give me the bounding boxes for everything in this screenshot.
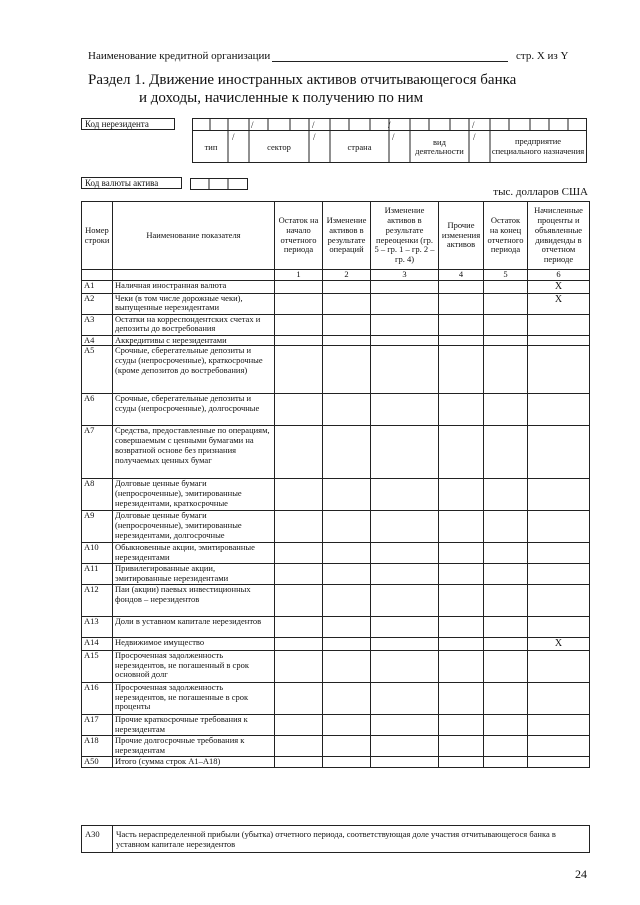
- value-cell[interactable]: [371, 426, 439, 479]
- value-cell[interactable]: [275, 585, 323, 617]
- row-name: Паи (акции) паевых инвестиционных фондов – нерезидентов: [113, 585, 275, 617]
- value-cell[interactable]: [323, 682, 371, 714]
- value-cell[interactable]: [275, 650, 323, 682]
- value-cell[interactable]: [323, 650, 371, 682]
- page-reference: стр. X из Y: [516, 50, 569, 62]
- value-cell[interactable]: [439, 281, 484, 294]
- header-opening-balance: Остаток на начало отчетного периода: [275, 202, 323, 270]
- row-name: Срочные, сберегательные депозиты и ссуды (непросроченные), краткосрочные (кроме депозитов до востребования): [113, 346, 275, 394]
- column-number: 1: [275, 270, 323, 281]
- value-cell[interactable]: [484, 314, 528, 335]
- header-change-operations: Изменение активов в результате операций: [323, 202, 371, 270]
- header-row-number: Номер строки: [82, 202, 113, 270]
- slash-5: /: [232, 132, 235, 142]
- value-cell[interactable]: [528, 543, 590, 564]
- table-row: [82, 314, 590, 335]
- value-cell[interactable]: [275, 281, 323, 294]
- value-cell[interactable]: [528, 511, 590, 543]
- value-cell[interactable]: [371, 335, 439, 346]
- value-cell[interactable]: [528, 346, 590, 394]
- value-cell[interactable]: [528, 314, 590, 335]
- row-code: A13: [82, 617, 113, 638]
- row-name: Прочие краткосрочные требования к нерезидентам: [113, 714, 275, 735]
- row-name: Доли в уставном капитале нерезидентов: [113, 617, 275, 638]
- value-cell[interactable]: [275, 346, 323, 394]
- field-spv: предприятие специального назначения: [491, 136, 585, 156]
- value-cell[interactable]: [439, 394, 484, 426]
- header-indicator-name: Наименование показателя: [113, 202, 275, 270]
- row-code: A5: [82, 346, 113, 394]
- value-cell[interactable]: [439, 638, 484, 651]
- value-cell[interactable]: [371, 543, 439, 564]
- value-cell[interactable]: [275, 394, 323, 426]
- value-cell[interactable]: [323, 281, 371, 294]
- row-name: Чеки (в том числе дорожные чеки), выпущенные нерезидентами: [113, 293, 275, 314]
- slash-1: /: [251, 120, 254, 130]
- value-cell[interactable]: [371, 293, 439, 314]
- slash-7: /: [392, 132, 395, 142]
- value-cell[interactable]: [371, 394, 439, 426]
- row-code: A14: [82, 638, 113, 651]
- header-closing-balance: Остаток на конец отчетного периода: [484, 202, 528, 270]
- header-other-changes: Прочие изменения активов: [439, 202, 484, 270]
- value-cell[interactable]: [323, 479, 371, 511]
- value-cell[interactable]: [371, 638, 439, 651]
- row-name: Недвижимое имущество: [113, 638, 275, 651]
- value-cell[interactable]: [484, 426, 528, 479]
- not-applicable-mark: X: [528, 281, 590, 294]
- row-code: A2: [82, 293, 113, 314]
- value-cell[interactable]: [323, 735, 371, 756]
- row-name: Аккредитивы с нерезидентами: [113, 335, 275, 346]
- value-cell[interactable]: [484, 638, 528, 651]
- value-cell[interactable]: [439, 564, 484, 585]
- table-row: [82, 394, 590, 426]
- field-activity: вид деятельности: [415, 136, 464, 156]
- value-cell[interactable]: [275, 479, 323, 511]
- field-type: тип: [204, 142, 218, 152]
- currency-code-boxes: [190, 177, 248, 189]
- row-code: A16: [82, 682, 113, 714]
- value-cell[interactable]: [484, 335, 528, 346]
- table-row: [82, 426, 590, 479]
- assets-table: [81, 201, 590, 768]
- value-cell[interactable]: [323, 394, 371, 426]
- value-cell[interactable]: [371, 682, 439, 714]
- table-row: [82, 346, 590, 394]
- value-cell[interactable]: [439, 650, 484, 682]
- value-cell[interactable]: [484, 543, 528, 564]
- value-cell[interactable]: [528, 735, 590, 756]
- value-cell[interactable]: [371, 735, 439, 756]
- value-cell[interactable]: [371, 346, 439, 394]
- row-code: A3: [82, 314, 113, 335]
- value-cell[interactable]: [275, 293, 323, 314]
- row-code: A9: [82, 511, 113, 543]
- table-row: [82, 479, 590, 511]
- value-cell[interactable]: [484, 756, 528, 767]
- value-cell[interactable]: [371, 564, 439, 585]
- header-change-revaluation: Изменение активов в результате переоценки (гр. 5 – гр. 1 – гр. 2 – гр. 4): [371, 202, 439, 270]
- value-cell[interactable]: [275, 617, 323, 638]
- value-cell[interactable]: [528, 650, 590, 682]
- row-code: A50: [82, 756, 113, 767]
- value-cell[interactable]: [439, 714, 484, 735]
- value-cell[interactable]: [275, 756, 323, 767]
- value-cell[interactable]: [439, 735, 484, 756]
- value-cell[interactable]: [439, 479, 484, 511]
- value-cell[interactable]: [323, 638, 371, 651]
- value-cell[interactable]: [275, 511, 323, 543]
- nonresident-code-grid: [192, 118, 587, 163]
- value-cell[interactable]: [371, 281, 439, 294]
- value-cell[interactable]: [484, 479, 528, 511]
- value-cell[interactable]: [371, 714, 439, 735]
- slash-6: /: [313, 132, 316, 142]
- value-cell[interactable]: [484, 346, 528, 394]
- value-cell[interactable]: [275, 564, 323, 585]
- row-code: A11: [82, 564, 113, 585]
- table-row: [82, 564, 590, 585]
- row-name: Привилегированные акции, эмитированные нерезидентами: [113, 564, 275, 585]
- row-code: A15: [82, 650, 113, 682]
- value-cell[interactable]: [484, 735, 528, 756]
- column-number: 5: [484, 270, 528, 281]
- value-cell[interactable]: [484, 281, 528, 294]
- value-cell[interactable]: [528, 394, 590, 426]
- value-cell[interactable]: [528, 426, 590, 479]
- value-cell[interactable]: [275, 638, 323, 651]
- row-name: Долговые ценные бумаги (непросроченные), эмитированные нерезидентами, краткосрочные: [113, 479, 275, 511]
- row-name: Срочные, сберегательные депозиты и ссуды (непросроченные), долгосрочные: [113, 394, 275, 426]
- a30-text: Часть нераспределенной прибыли (убытка) отчетного периода, соответствующая доле участия отчитывающегося банка в уставном капитале нерезидентов: [113, 826, 590, 853]
- slash-4: /: [472, 120, 475, 130]
- value-cell[interactable]: [439, 756, 484, 767]
- value-cell[interactable]: [439, 682, 484, 714]
- org-name-label: Наименование кредитной организации: [88, 50, 271, 62]
- row-code: A17: [82, 714, 113, 735]
- row-name: Долговые ценные бумаги (непросроченные), эмитированные нерезидентами, долгосрочные: [113, 511, 275, 543]
- row-code: A12: [82, 585, 113, 617]
- currency-code-label: Код валюты актива: [81, 177, 182, 189]
- table-row: [82, 638, 590, 651]
- value-cell[interactable]: [371, 650, 439, 682]
- row-code: A4: [82, 335, 113, 346]
- value-cell[interactable]: [323, 511, 371, 543]
- value-cell[interactable]: [439, 585, 484, 617]
- row-code: A18: [82, 735, 113, 756]
- value-cell[interactable]: [484, 564, 528, 585]
- value-cell[interactable]: [275, 543, 323, 564]
- value-cell[interactable]: [323, 756, 371, 767]
- value-cell[interactable]: [528, 682, 590, 714]
- value-cell[interactable]: [484, 394, 528, 426]
- row-code: A7: [82, 426, 113, 479]
- page-number: 24: [575, 867, 587, 881]
- row-name: Наличная иностранная валюта: [113, 281, 275, 294]
- value-cell[interactable]: [371, 479, 439, 511]
- value-cell[interactable]: [323, 564, 371, 585]
- value-cell[interactable]: [528, 714, 590, 735]
- value-cell[interactable]: [371, 585, 439, 617]
- value-cell[interactable]: [323, 314, 371, 335]
- nonresident-code-label: Код нерезидента: [81, 118, 175, 130]
- row-name: Остатки на корреспондентских счетах и депозиты до востребования: [113, 314, 275, 335]
- value-cell[interactable]: [484, 682, 528, 714]
- value-cell[interactable]: [323, 346, 371, 394]
- table-row: [82, 735, 590, 756]
- value-cell[interactable]: [439, 511, 484, 543]
- table-row: [82, 511, 590, 543]
- value-cell[interactable]: [323, 426, 371, 479]
- value-cell[interactable]: [323, 585, 371, 617]
- table-row: [82, 650, 590, 682]
- value-cell[interactable]: [439, 426, 484, 479]
- table-row: [82, 756, 590, 767]
- value-cell[interactable]: [528, 564, 590, 585]
- value-cell[interactable]: [323, 543, 371, 564]
- value-cell[interactable]: [484, 714, 528, 735]
- value-cell[interactable]: [323, 617, 371, 638]
- value-cell[interactable]: [528, 479, 590, 511]
- table-row: [82, 617, 590, 638]
- a30-table: [81, 825, 590, 853]
- value-cell[interactable]: [371, 314, 439, 335]
- slash-2: /: [312, 120, 315, 130]
- row-code: A6: [82, 394, 113, 426]
- value-cell[interactable]: [275, 335, 323, 346]
- units-label: тыс. долларов США: [493, 186, 588, 198]
- value-cell[interactable]: [275, 714, 323, 735]
- table-row: [82, 682, 590, 714]
- row-name: Обыкновенные акции, эмитированные нерезидентами: [113, 543, 275, 564]
- row-name: Прочие долгосрочные требования к нерезидентам: [113, 735, 275, 756]
- value-cell[interactable]: [439, 335, 484, 346]
- row-name: Просроченная задолженность нерезидентов, не погашенные в срок проценты: [113, 682, 275, 714]
- column-number: 3: [371, 270, 439, 281]
- value-cell[interactable]: [484, 585, 528, 617]
- value-cell[interactable]: [275, 426, 323, 479]
- row-name: Итого (сумма строк A1–A18): [113, 756, 275, 767]
- section-title-line2: и доходы, начисленные к получению по ним: [139, 90, 424, 106]
- table-row: [82, 714, 590, 735]
- value-cell[interactable]: [484, 617, 528, 638]
- value-cell[interactable]: [275, 682, 323, 714]
- row-code: A8: [82, 479, 113, 511]
- not-applicable-mark: X: [528, 638, 590, 651]
- value-cell[interactable]: [439, 293, 484, 314]
- value-cell[interactable]: [275, 314, 323, 335]
- row-name: Просроченная задолженность нерезидентов, не погашенный в срок основной долг: [113, 650, 275, 682]
- value-cell[interactable]: [371, 617, 439, 638]
- value-cell[interactable]: [528, 617, 590, 638]
- value-cell[interactable]: [484, 511, 528, 543]
- table-row: [82, 585, 590, 617]
- value-cell[interactable]: [484, 293, 528, 314]
- row-code: A1: [82, 281, 113, 294]
- a30-code: A30: [82, 826, 113, 853]
- value-cell[interactable]: [528, 756, 590, 767]
- value-cell[interactable]: [371, 511, 439, 543]
- table-row: [82, 293, 590, 314]
- table-row: [82, 543, 590, 564]
- column-number: 2: [323, 270, 371, 281]
- value-cell[interactable]: [323, 335, 371, 346]
- value-cell[interactable]: [371, 756, 439, 767]
- table-row: [82, 335, 590, 346]
- field-country: страна: [347, 142, 372, 152]
- value-cell[interactable]: [275, 735, 323, 756]
- section-title-line1: Раздел 1. Движение иностранных активов отчитывающегося банка: [88, 72, 517, 88]
- field-sector: сектор: [267, 142, 291, 152]
- value-cell[interactable]: [528, 585, 590, 617]
- column-number-row: [82, 270, 590, 281]
- value-cell[interactable]: [323, 293, 371, 314]
- table-row: [82, 281, 590, 294]
- value-cell[interactable]: [439, 346, 484, 394]
- org-name-field-line: [272, 61, 508, 62]
- row-name: Средства, предоставленные по операциям, совершаемым с ценными бумагами на возвратной основе без признания получаемых ценных бумаг: [113, 426, 275, 479]
- header-accrued-interest: Начисленные проценты и объявленные дивиденды в отчетном периоде: [528, 202, 590, 270]
- value-cell[interactable]: [439, 617, 484, 638]
- value-cell[interactable]: [528, 335, 590, 346]
- column-number: 4: [439, 270, 484, 281]
- slash-3: /: [388, 120, 391, 130]
- row-code: A10: [82, 543, 113, 564]
- column-number: 6: [528, 270, 590, 281]
- value-cell[interactable]: [323, 714, 371, 735]
- value-cell[interactable]: [484, 650, 528, 682]
- slash-8: /: [473, 132, 476, 142]
- value-cell[interactable]: [439, 314, 484, 335]
- not-applicable-mark: X: [528, 293, 590, 314]
- value-cell[interactable]: [439, 543, 484, 564]
